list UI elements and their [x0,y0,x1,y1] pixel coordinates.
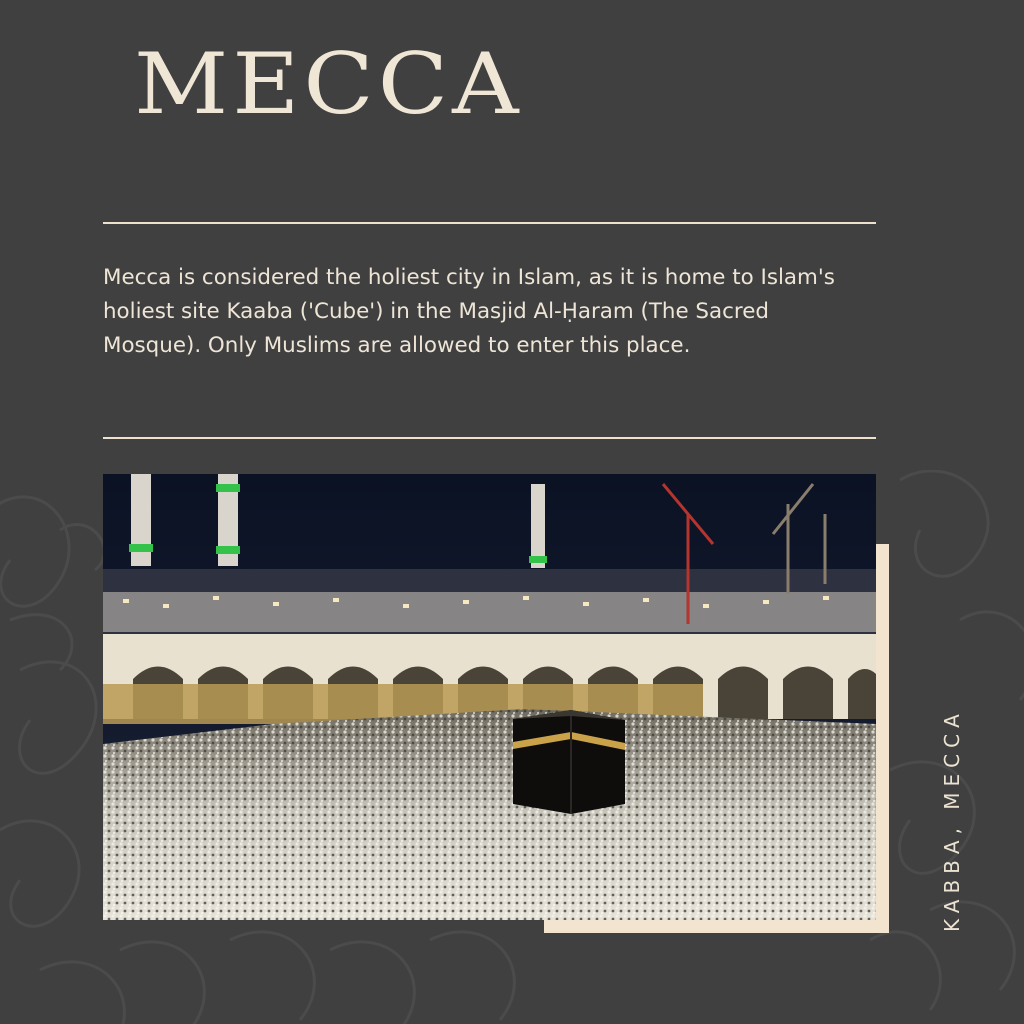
kaaba-photo [103,474,876,920]
description-text: Mecca is considered the holiest city in Islam, as it is home to Islam's holiest site Kaaba ('Cube') in the Masjid Al-Ḥaram (The Sacred Mosque). Only Muslims are allowed to enter this place. [103,265,835,358]
page-title: MECCA [134,34,523,134]
photo-caption: KABBA, MECCA [940,708,964,932]
kaaba-photo-illustration [103,474,876,920]
divider-bottom [103,437,876,439]
divider-top [103,222,876,224]
